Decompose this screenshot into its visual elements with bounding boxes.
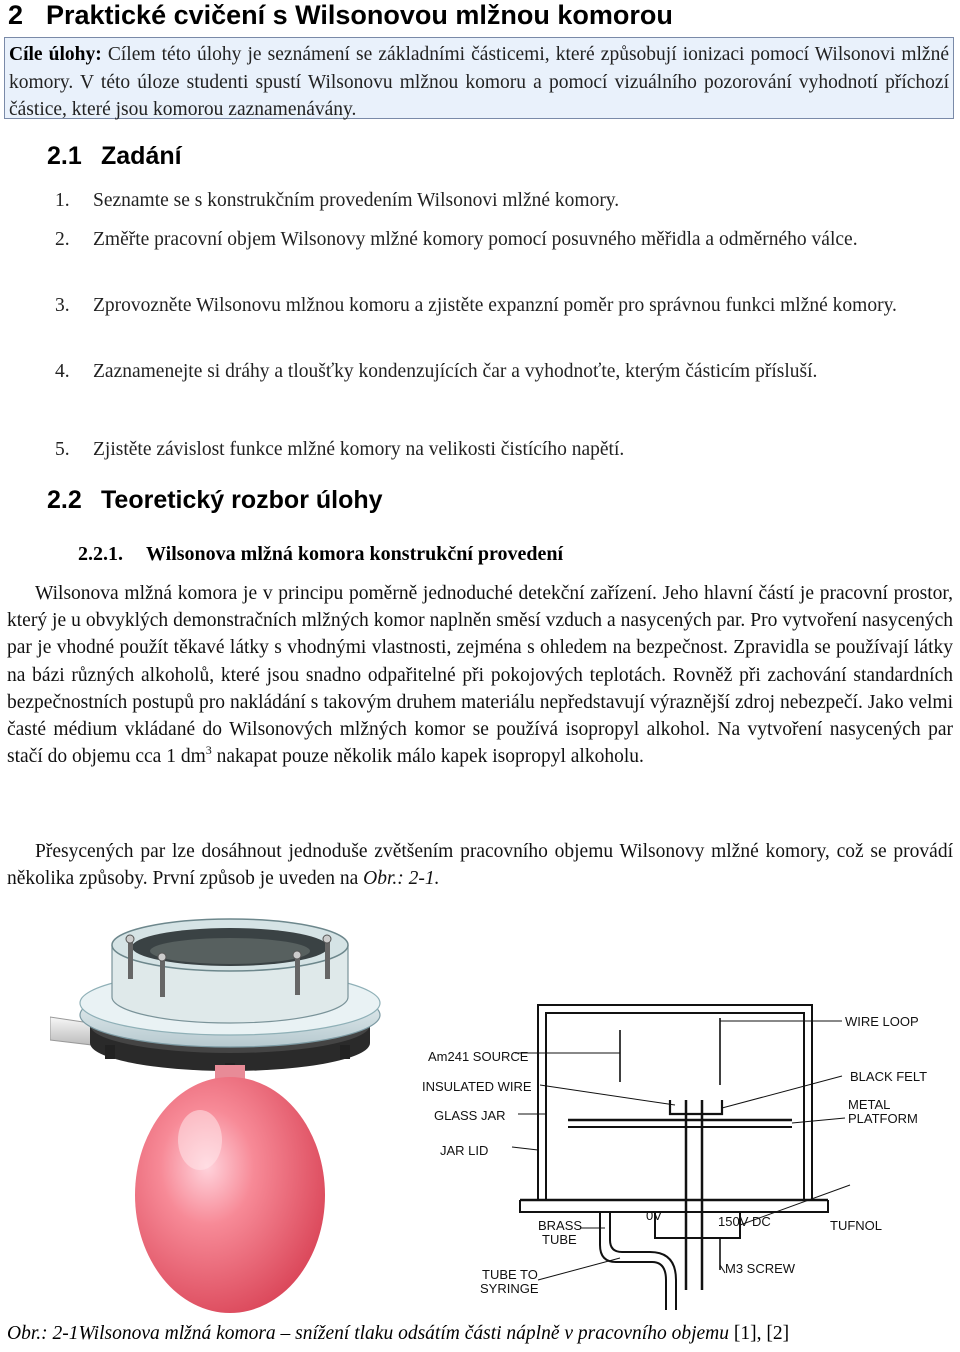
section-title: Teoretický rozbor úlohy	[101, 486, 383, 514]
label-black-felt: BLACK FELT	[850, 1069, 928, 1084]
task-number: 1.	[55, 190, 70, 211]
task-text: Seznamte se s konstrukčním provedením Wilsonovi mlžné komory.	[93, 190, 620, 211]
task-number: 5.	[55, 439, 70, 460]
section-number: 2.1	[47, 142, 82, 170]
section-title: Zadání	[101, 142, 182, 170]
paragraph-text: nakapat pouze několik málo kapek isopropyl alkoholu.	[211, 746, 644, 768]
caption-description: snížení tlaku odsátím části náplně v pracovního objemu	[295, 1323, 729, 1344]
task-item	[55, 226, 955, 254]
label-tube: TUBE	[542, 1232, 577, 1247]
task-text: Zaznamenejte si dráhy a tloušťky kondenzujících čar a vyhodnoťte, kterým částicím přísluší.	[93, 361, 818, 382]
task-item	[55, 292, 955, 320]
section-heading-2-2	[47, 486, 383, 515]
label-0v: 0V	[646, 1208, 662, 1223]
subsection-number: 2.2.1.	[78, 543, 123, 565]
label-tube-to: TUBE TO	[482, 1267, 538, 1282]
label-wire-loop: WIRE LOOP	[845, 1014, 919, 1029]
label-glass-jar: GLASS JAR	[434, 1108, 506, 1123]
goal-text: Cílem této úlohy je seznámení se základními částicemi, které způsobují ionizaci pomocí Wilsonovi mlžné komory. V této úloze studenti spustí Wilsonovu mlžnou komoru a pomocí vizuálního pozorování vyhodnotí příchozí částice, které jsou komorou zaznamenávány.	[9, 44, 949, 120]
label-platform: PLATFORM	[848, 1111, 918, 1126]
figure-reference: Obr.: 2-1.	[363, 868, 440, 890]
paragraph	[7, 580, 953, 770]
label-insulated-wire: INSULATED WIRE	[422, 1079, 532, 1094]
cloud-chamber-schematic	[420, 990, 940, 1315]
paragraph-text: Přesycených par lze dosáhnout jednoduše zvětšením pracovního objemu Wilsonovy mlžné komory, což se provádí několika způsoby. První způsob je uveden na	[7, 841, 953, 890]
task-number: 3.	[55, 295, 70, 316]
label-tufnol: TUFNOL	[830, 1218, 882, 1233]
cloud-chamber-photo	[50, 905, 410, 1320]
figure-caption	[7, 1323, 789, 1345]
section-heading-2-1	[47, 142, 182, 171]
task-text: Zprovozněte Wilsonovu mlžnou komoru a zjistěte expanzní poměr pro správnou funkci mlžné komory.	[93, 295, 897, 316]
task-text: Zjistěte závislost funkce mlžné komory na velikosti čistícího napětí.	[93, 439, 625, 460]
chapter-number: 2	[8, 0, 24, 30]
chapter-heading	[8, 0, 673, 31]
goal-label: Cíle úlohy:	[9, 44, 102, 65]
superscript: 3	[205, 743, 212, 758]
label-brass: BRASS	[538, 1218, 583, 1233]
task-item	[55, 187, 955, 215]
caption-dash: –	[275, 1323, 296, 1344]
task-item	[55, 436, 955, 464]
label-150v-dc: 150V DC	[718, 1214, 771, 1229]
label-m3-screw: M3 SCREW	[725, 1261, 796, 1276]
caption-title: Wilsonova mlžná komora	[78, 1323, 276, 1344]
caption-references: [1], [2]	[729, 1323, 790, 1344]
paragraph-text: Wilsonova mlžná komora je v principu poměrně jednoduché detekční zařízení. Jeho hlavní částí je pracovní prostor, který je u obvyklých demonstračních mlžných komor naplněn směsí vzduch a nasycených par. Pro vytvoření nasycených par je vhodné použít těkavé látky s vhodnými vlastnosti, zejména s ohledem na bezpečnost. Zpravidla se používají látky na bázi různých alkoholů, které jsou snadno odpařitelné při pokojových teplotách. Rovněž při zachování standardních bezpečnostních postupů pro nakládání s takovým druhem materiálu nepředstavují výraznější zdroj nebezpečí. Jako velmi časté médium vkládané do Wilsonových mlžných komor se používá isopropyl alkohol. Na vytvoření nasycených par stačí do objemu cca 1 dm	[7, 583, 953, 768]
label-am241-source: Am241 SOURCE	[428, 1049, 529, 1064]
label-syringe: SYRINGE	[480, 1281, 539, 1296]
task-number: 2.	[55, 229, 70, 250]
goal-box	[4, 37, 954, 119]
task-number: 4.	[55, 361, 70, 382]
subsection-heading-2-2-1	[78, 543, 563, 566]
chapter-title: Praktické cvičení s Wilsonovou mlžnou komorou	[46, 0, 673, 30]
task-text: Změřte pracovní objem Wilsonovy mlžné komory pomocí posuvného měřidla a odměrného válce.	[93, 229, 858, 250]
label-jar-lid: JAR LID	[440, 1143, 489, 1158]
caption-prefix: Obr.: 2-1	[7, 1323, 79, 1344]
paragraph	[7, 838, 953, 892]
label-metal: METAL	[848, 1097, 891, 1112]
task-item	[55, 358, 955, 386]
section-number: 2.2	[47, 486, 82, 514]
subsection-title: Wilsonova mlžná komora konstrukční provedení	[146, 543, 564, 565]
